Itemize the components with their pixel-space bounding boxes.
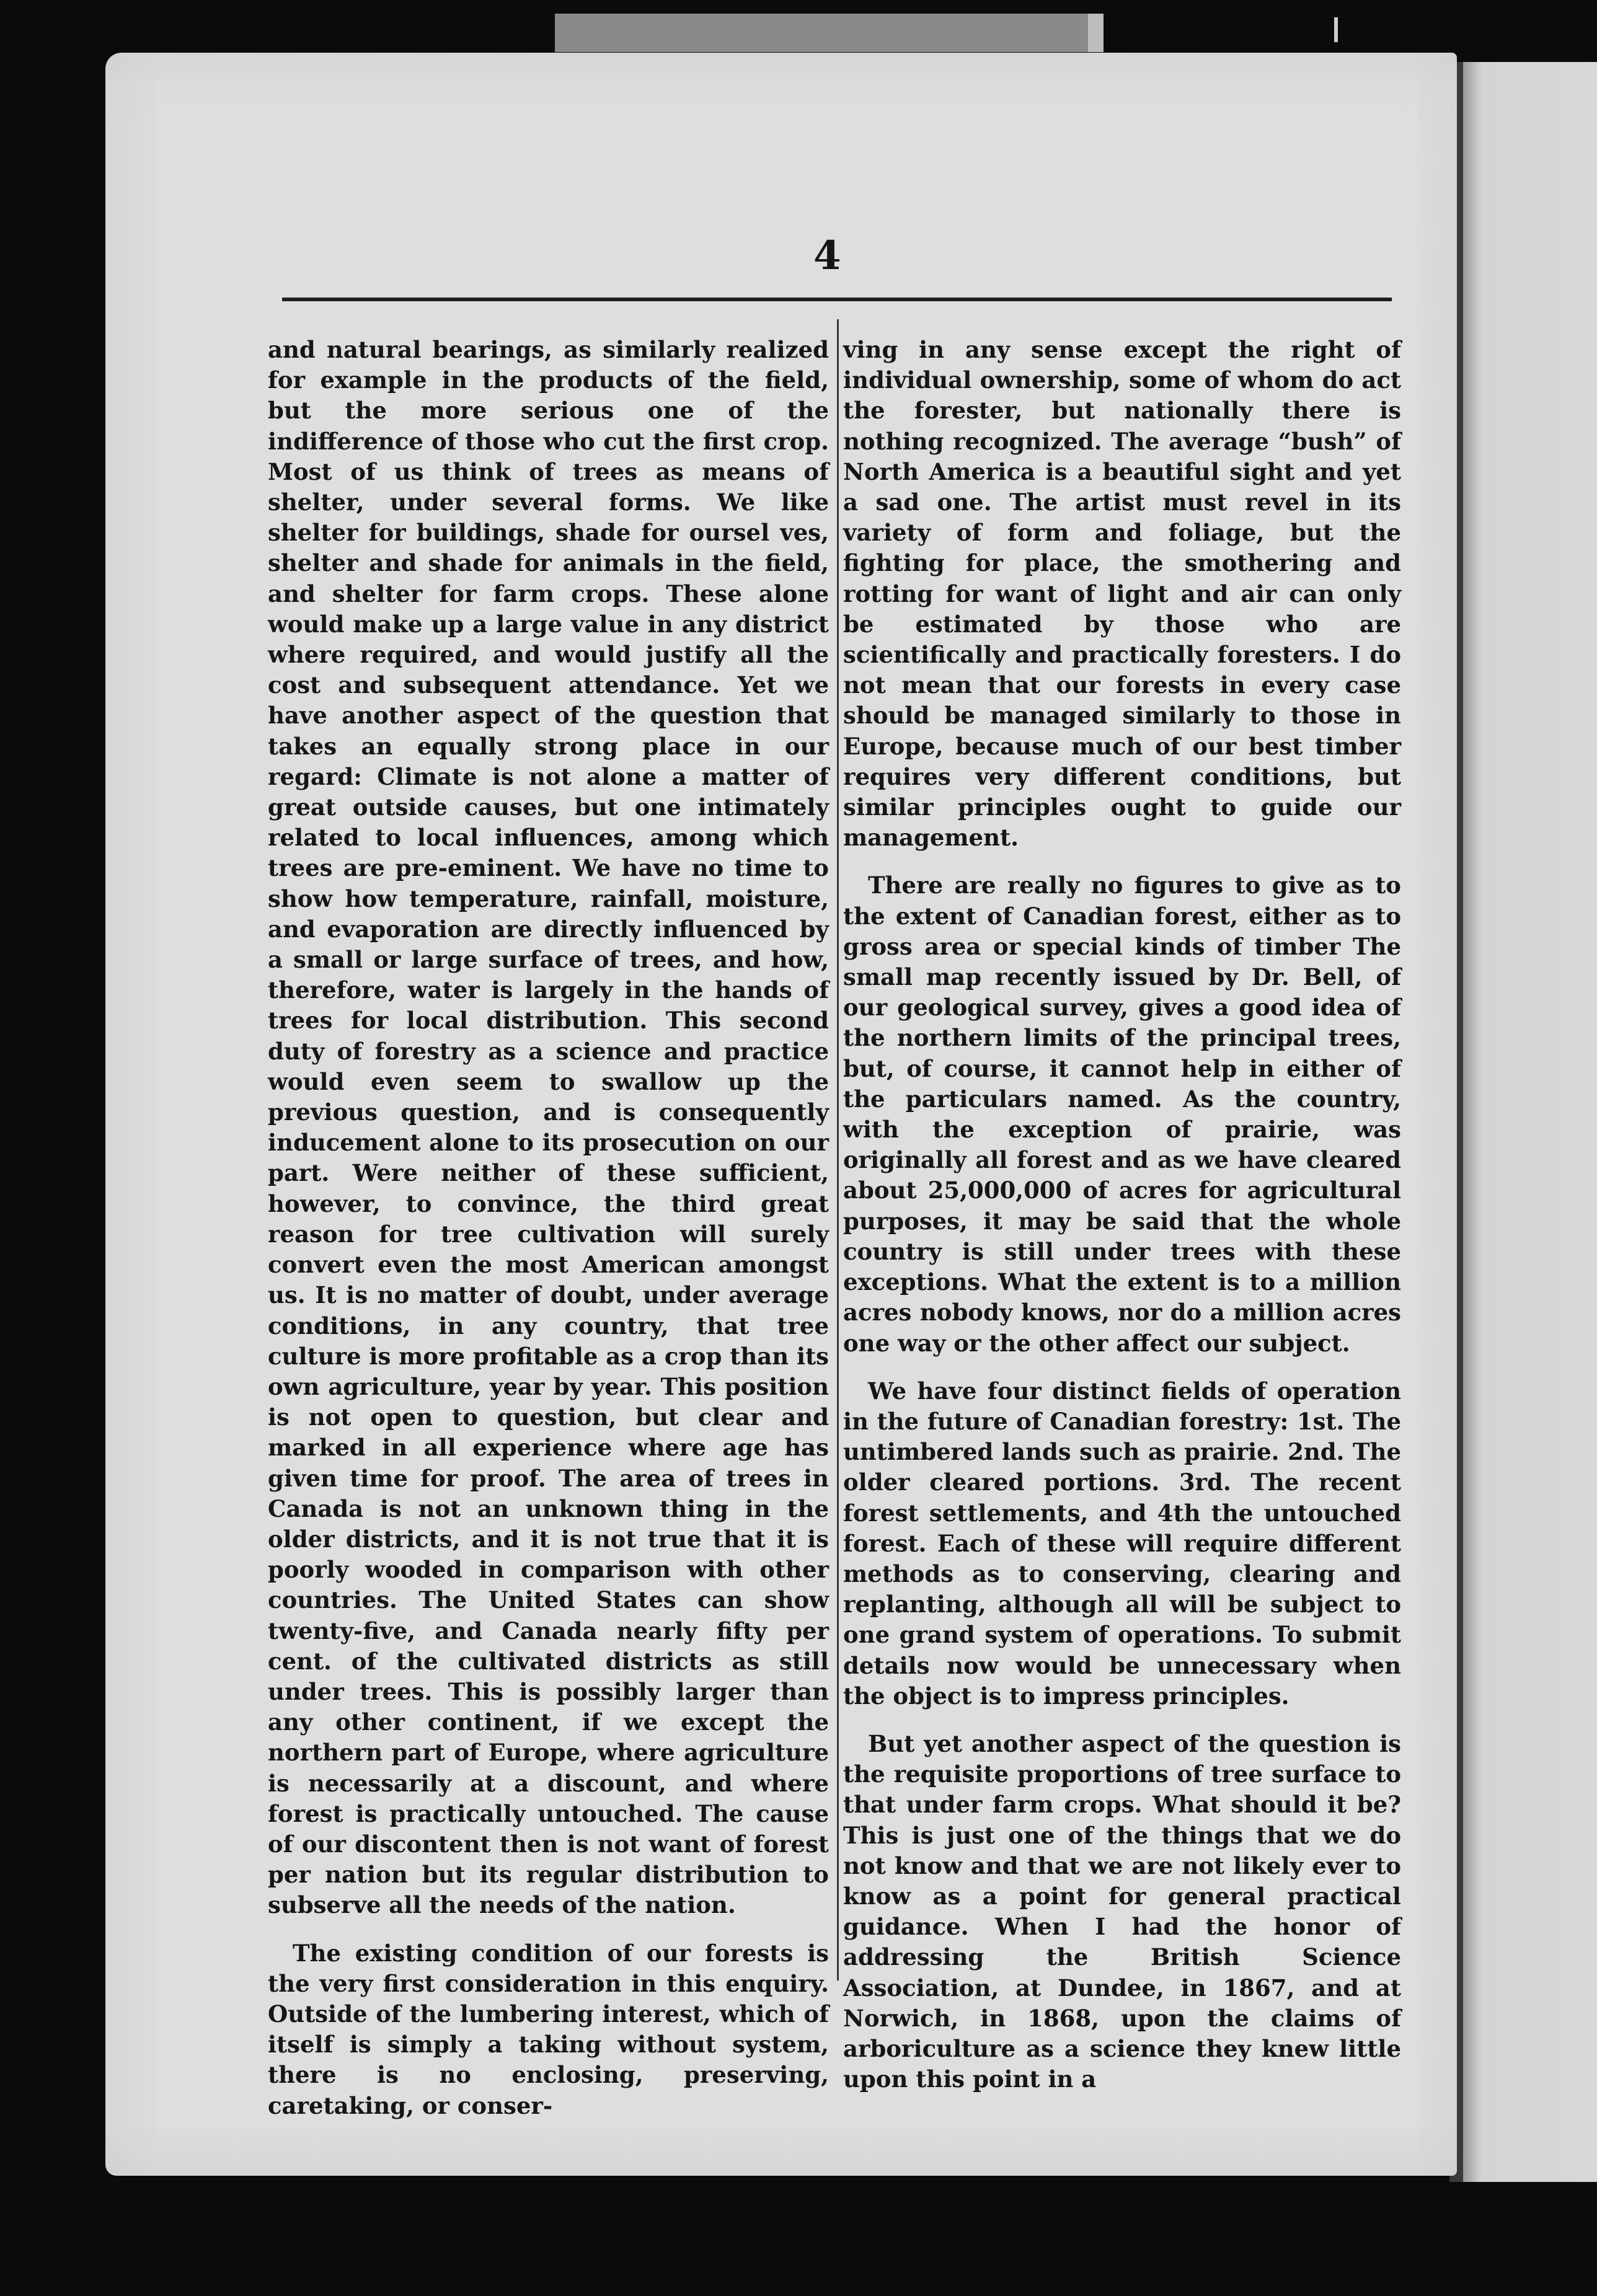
left-paragraph-1: and natural bearings, as similarly realized for example in the products of the field, but the more serious one of the indifference of those who cut the first crop. Most of us think of trees as means of shelter, under several forms. We like shelter for buildings, shade for oursel ves, shelter and shade for animals in the field, and shelter for farm crops. These alone would make up a large value in any district where required, and would justify all the cost and subsequent attendance. Yet we have another aspect of the question that takes an equally strong place in our regard: Climate is not alone a matter of great outside causes, but one intimately related to local influences, among which trees are pre-eminent. We have no time to show how temperature, rainfall, moisture, and evaporation are directly influenced by a small or large surface of trees, and how, therefore, water is largely in the hands of trees for local distribution. This second duty of forestry as a science and practice would even seem to swallow up the previous question, and is consequently inducement alone to its prosecution on our part. Were neither of these sufficient, however, to convince, the third great reason for tree cultivation will surely convert even the most American amongst us. It is no matter of doubt, under average conditions, in any country, that tree culture is more profitable as a crop than its own agriculture, year by year. This position is not open to question, but clear and marked in all experience where age has given time for proof. The area of trees in Canada is not an unknown thing in the older districts, and it is not true that it is poorly wooded in comparison with other countries. The United States can show twenty-five, and Canada nearly fifty per cent. of the cultivated districts as still under trees. This is possibly larger than any other continent, if we except the northern part of Europe, where agriculture is necessarily at a discount, and where forest is practically untouched. The cause of our discontent then is not want of forest per nation but its regular distribution to subserve all the needs of the nation. bbox=[268, 336, 829, 1919]
left-paragraph-2: The existing condition of our forests is the very first consideration in this enquiry. Outside of the lumbering interest, which of itself is simply a taking without system, there is no enclosing, preserving, caretaking, or conser- bbox=[268, 1939, 829, 2119]
scan-edge-strip-light bbox=[1088, 14, 1104, 52]
header-rule bbox=[282, 298, 1392, 301]
facing-page-edge bbox=[1463, 62, 1597, 2182]
right-paragraph-2: There are really no figures to give as to the extent of Canadian forest, either as to gross area or special kinds of timber The small map recently issued by Dr. Bell, of our geological survey, gives a good idea of the northern limits of the principal trees, but, of course, it cannot help in either of the particulars named. As the country, with the exception of prairie, was originally all forest and as we have cleared about 25,000,000 of acres for agricultural purposes, it may be said that the whole country is still under trees with these exceptions. What the extent is to a million acres nobody knows, nor do a million acres one way or the other affect our subject. bbox=[843, 872, 1401, 1357]
scan-edge-strip bbox=[555, 14, 1088, 52]
column-divider bbox=[837, 319, 839, 1980]
left-column bbox=[268, 335, 829, 2121]
right-paragraph-4: But yet another aspect of the question is the requisite proportions of tree surface to that under farm crops. What should it be? This is just one of the things that we do not know and that we are not likely ever to know as a point for general practical guidance. When I had the honor of addressing the British Science Association, at Dundee, in 1867, and at Norwich, in 1868, upon the claims of arboriculture as a science they knew little upon this point in a bbox=[843, 1729, 1401, 2093]
scan-edge-mark bbox=[1334, 17, 1338, 42]
right-column bbox=[843, 335, 1401, 2095]
right-paragraph-3: We have four distinct fields of operation in the future of Canadian forestry: 1st. The untimbered lands such as prairie. 2nd. The older cleared portions. 3rd. The recent forest settlements, and 4th the untouched forest. Each of these will require different methods as to conserving, clearing and replanting, although all will be subject to one grand system of operations. To submit details now would be unnecessary when the object is to impress principles. bbox=[843, 1377, 1401, 1710]
page-number: 4 bbox=[813, 232, 841, 279]
right-paragraph-1: ving in any sense except the right of individual ownership, some of whom do act the forester, but nationally there is nothing recognized. The average “bush” of North America is a beautiful sight and yet a sad one. The artist must revel in its variety of form and foliage, but the fighting for place, the smothering and rotting for want of light and air can only be estimated by those who are scientifically and practically foresters. I do not mean that our forests in every case should be managed similarly to those in Europe, because much of our best timber requires very different conditions, but similar principles ought to guide our management. bbox=[843, 336, 1401, 852]
